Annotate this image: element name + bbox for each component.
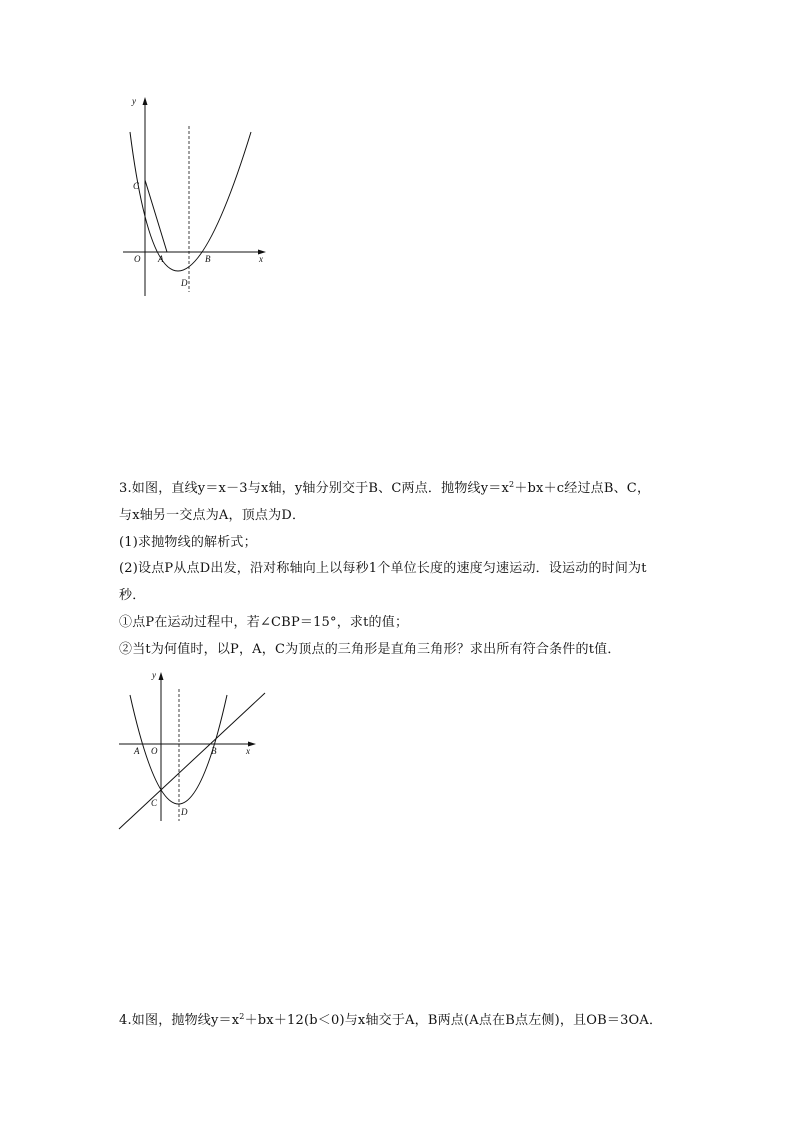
q3-line-4: (2)设点P从点D出发，沿对称轴向上以每秒1个单位长度的速度匀速运动．设运动的时间为t	[119, 561, 647, 576]
point-a-label: A	[158, 254, 164, 264]
point-c-label: C	[133, 181, 140, 191]
q3-line-5: 秒．	[119, 588, 146, 603]
q3-line-6: ①点P在运动过程中，若∠CBP＝15°，求t的值；	[119, 615, 409, 630]
figure-2-parabola-line	[115, 665, 270, 835]
origin-label: O	[151, 746, 158, 756]
q4-line-1: 4.如图，抛物线$y=x^2+bx+12(b<0)$与x轴交于A，B两点(A点在B点左侧)，且OB＝3OA．	[119, 1012, 663, 1028]
origin-label: O	[134, 254, 141, 264]
point-b-label: B	[205, 254, 211, 264]
figure-1-parabola	[120, 92, 270, 302]
point-c-label: C	[151, 798, 158, 808]
x-axis-label: x	[259, 254, 263, 264]
point-d-label: D	[181, 278, 188, 288]
q3-line-1: 3.如图，直线y＝x－3与x轴，y轴分别交于B、C两点．抛物线$y=x^2+bx+c$经过点B、C，	[119, 480, 651, 496]
y-axis-label: y	[132, 96, 136, 106]
q3-line-2: 与x轴另一交点为A，顶点为D．	[119, 508, 306, 523]
q3-line-7: ②当t为何值时，以P，A，C为顶点的三角形是直角三角形？求出所有符合条件的t值．	[119, 642, 621, 657]
point-a-label: A	[134, 746, 140, 756]
y-axis-label: y	[152, 670, 156, 680]
x-axis-label: x	[246, 746, 250, 756]
q3-line-3: (1)求抛物线的解析式；	[119, 535, 257, 550]
point-d-label: D	[181, 807, 188, 817]
point-b-label: B	[211, 746, 217, 756]
